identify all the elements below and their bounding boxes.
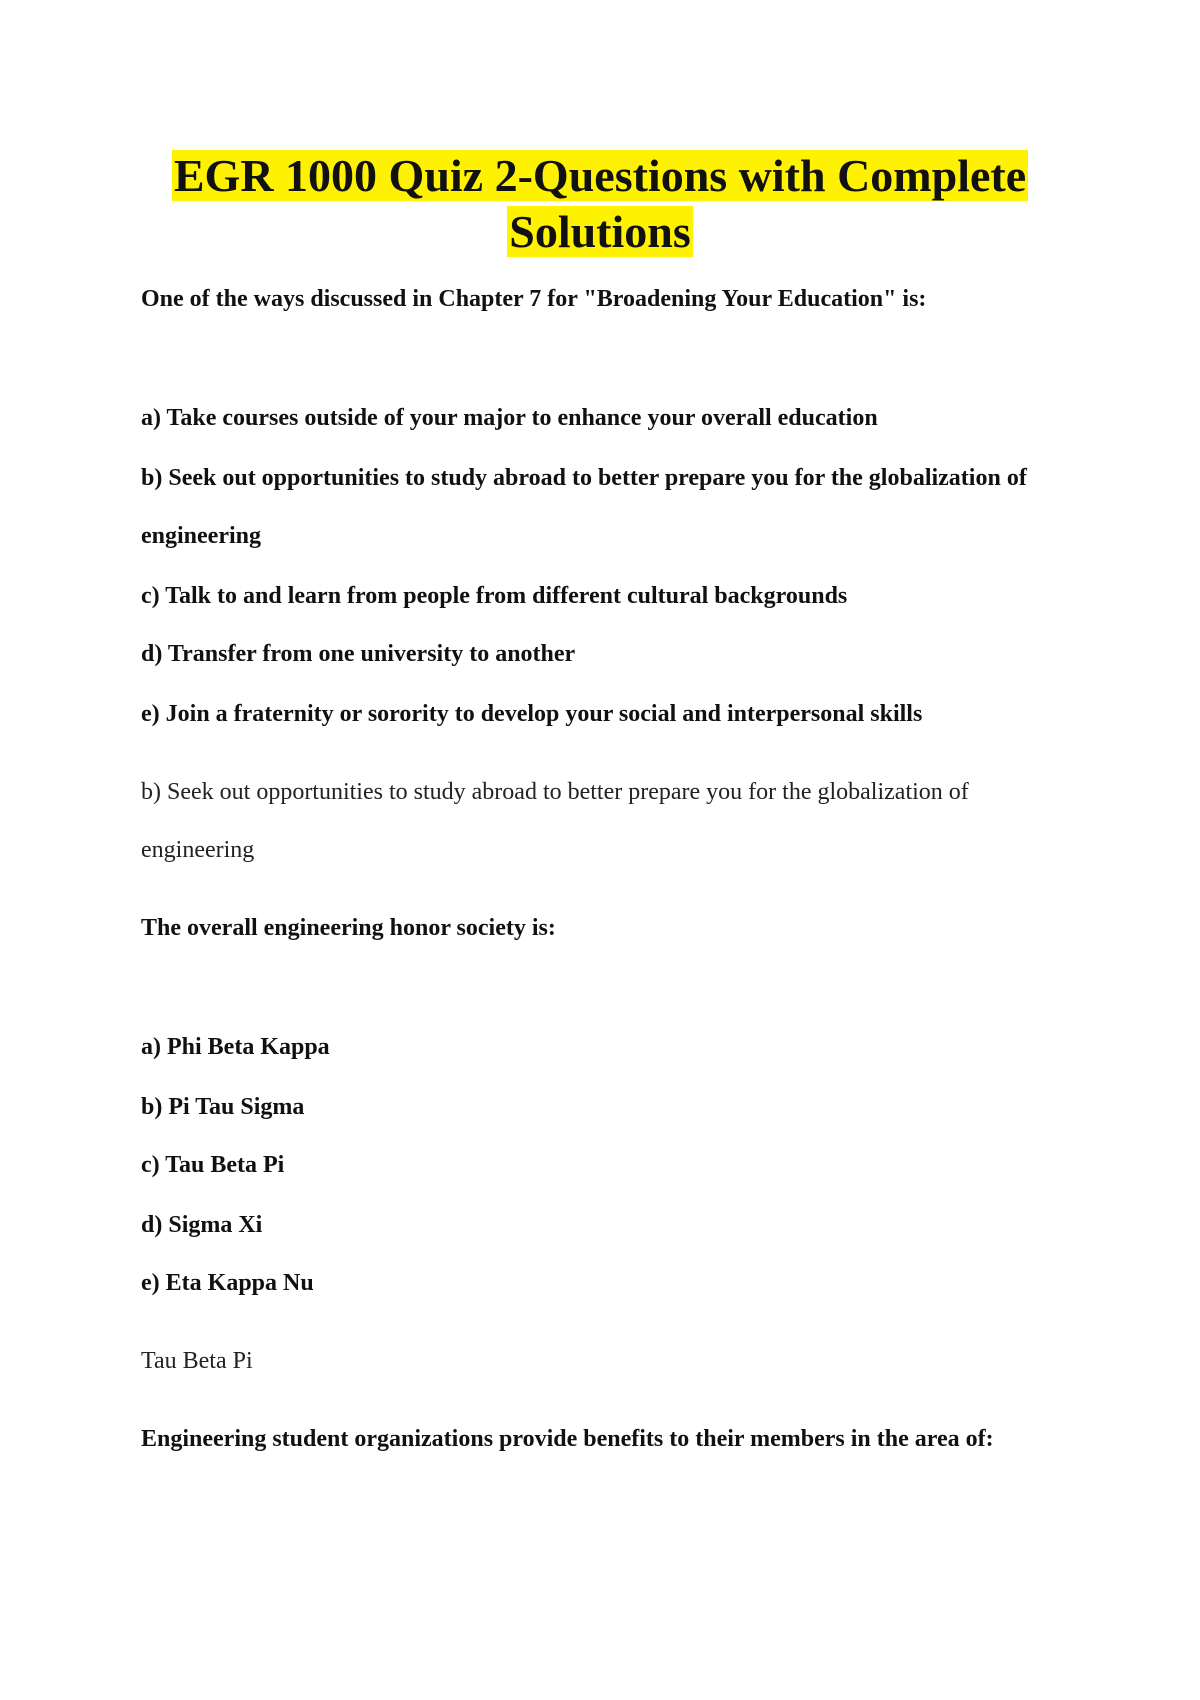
question-1-option-e: e) Join a fraternity or sorority to develop your social and interpersonal skills bbox=[141, 701, 923, 727]
document-title bbox=[0, 148, 1200, 260]
question-1-option-b: b) Seek out opportunities to study abroad to better prepare you for the globalization of bbox=[141, 465, 1027, 491]
question-2-option-b: b) Pi Tau Sigma bbox=[141, 1094, 305, 1120]
question-1-answer-cont: engineering bbox=[141, 837, 255, 863]
question-2-option-d: d) Sigma Xi bbox=[141, 1212, 263, 1238]
question-1-option-a: a) Take courses outside of your major to enhance your overall education bbox=[141, 405, 878, 431]
question-2-option-e: e) Eta Kappa Nu bbox=[141, 1270, 314, 1296]
question-1-answer: b) Seek out opportunities to study abroad to better prepare you for the globalization of bbox=[141, 779, 969, 805]
title-line-2: Solutions bbox=[509, 206, 691, 257]
question-1-option-c: c) Talk to and learn from people from different cultural backgrounds bbox=[141, 583, 848, 609]
question-1-prompt: One of the ways discussed in Chapter 7 for "Broadening Your Education" is: bbox=[141, 286, 927, 312]
title-line-1: EGR 1000 Quiz 2-Questions with Complete bbox=[173, 150, 1027, 201]
question-2-answer: Tau Beta Pi bbox=[141, 1348, 253, 1374]
question-2-option-c: c) Tau Beta Pi bbox=[141, 1152, 285, 1178]
question-2-prompt: The overall engineering honor society is: bbox=[141, 915, 556, 941]
question-2-option-a: a) Phi Beta Kappa bbox=[141, 1034, 330, 1060]
question-1-option-b-cont: engineering bbox=[141, 523, 261, 549]
question-3-prompt: Engineering student organizations provide benefits to their members in the area of: bbox=[141, 1426, 994, 1452]
question-1-option-d: d) Transfer from one university to another bbox=[141, 641, 576, 667]
